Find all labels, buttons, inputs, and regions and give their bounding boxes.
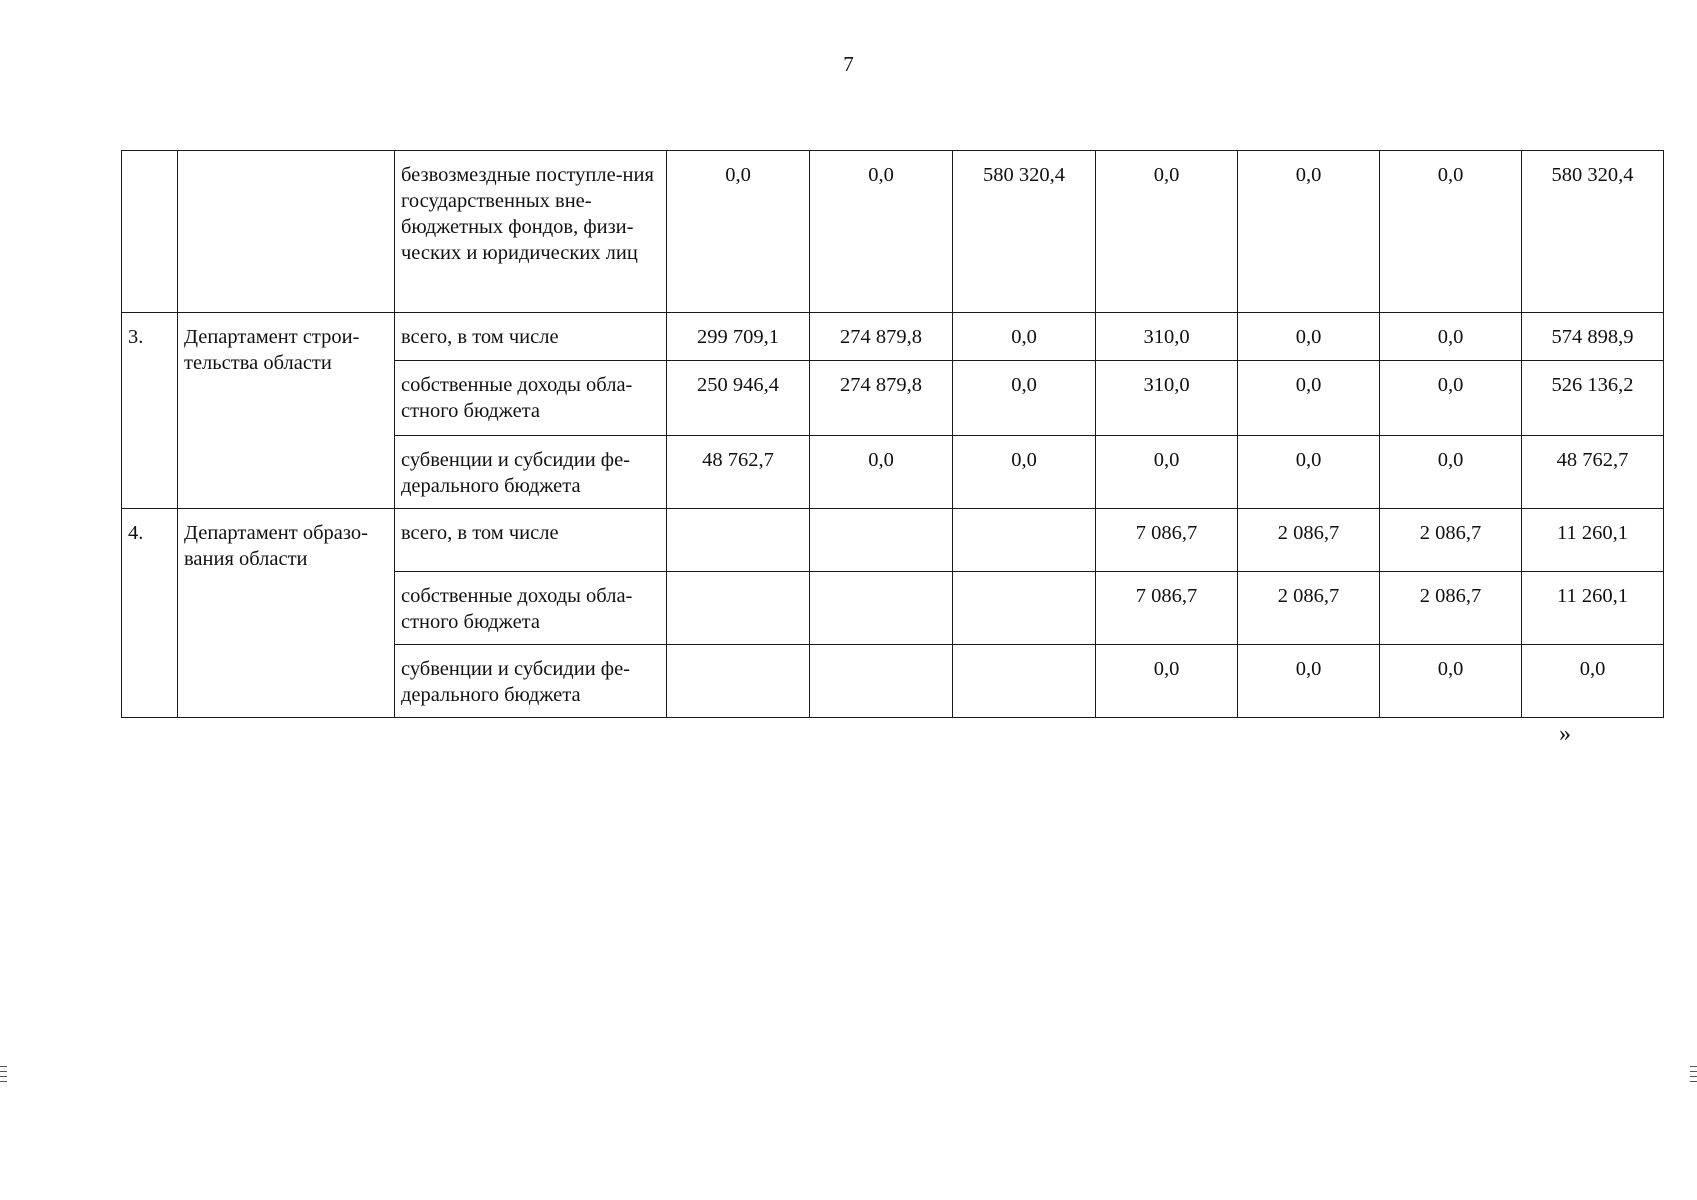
table-row: [122, 509, 1664, 572]
value-cell: 299 709,1: [667, 313, 810, 361]
value-cell: 0,0: [1096, 645, 1238, 718]
total-cell: 48 762,7: [1522, 436, 1664, 509]
value-cell: 310,0: [1096, 313, 1238, 361]
funding-source-cell: собственные доходы обла-стного бюджета: [395, 572, 667, 645]
value-cell: 0,0: [953, 313, 1096, 361]
budget-table: [121, 150, 1664, 718]
closing-quote: »: [1559, 721, 1571, 747]
value-cell: [810, 645, 953, 718]
value-cell: [667, 645, 810, 718]
funding-source-cell: субвенции и субсидии фе-дерального бюджета: [395, 436, 667, 509]
value-cell: 0,0: [810, 151, 953, 313]
value-cell: 0,0: [810, 436, 953, 509]
funding-source-cell: безвозмездные поступле-ния государственных вне-бюджетных фондов, физи-ческих и юридических лиц: [395, 151, 667, 313]
value-cell: [953, 509, 1096, 572]
value-cell: 2 086,7: [1380, 509, 1522, 572]
value-cell: 310,0: [1096, 361, 1238, 436]
row-number-cell: 3.: [122, 313, 178, 509]
value-cell: 7 086,7: [1096, 572, 1238, 645]
value-cell: 0,0: [1238, 313, 1380, 361]
scan-margin-marks-right: [1690, 1066, 1697, 1086]
funding-source-cell: субвенции и субсидии фе-дерального бюджета: [395, 645, 667, 718]
funding-source-cell: всего, в том числе: [395, 313, 667, 361]
value-cell: 250 946,4: [667, 361, 810, 436]
value-cell: 0,0: [1380, 436, 1522, 509]
value-cell: 0,0: [1238, 361, 1380, 436]
value-cell: 0,0: [953, 361, 1096, 436]
value-cell: [667, 572, 810, 645]
page-number: 7: [843, 52, 854, 76]
value-cell: 0,0: [1238, 645, 1380, 718]
value-cell: 0,0: [1238, 151, 1380, 313]
value-cell: 0,0: [1380, 645, 1522, 718]
value-cell: 48 762,7: [667, 436, 810, 509]
value-cell: 2 086,7: [1380, 572, 1522, 645]
value-cell: [953, 645, 1096, 718]
total-cell: 11 260,1: [1522, 572, 1664, 645]
department-cell: [178, 151, 395, 313]
total-cell: 574 898,9: [1522, 313, 1664, 361]
value-cell: 274 879,8: [810, 361, 953, 436]
value-cell: [810, 509, 953, 572]
value-cell: 0,0: [1380, 151, 1522, 313]
value-cell: 0,0: [1096, 151, 1238, 313]
value-cell: 274 879,8: [810, 313, 953, 361]
value-cell: 7 086,7: [1096, 509, 1238, 572]
row-number-cell: [122, 151, 178, 313]
value-cell: 2 086,7: [1238, 509, 1380, 572]
table-row: [122, 151, 1664, 313]
value-cell: 0,0: [953, 436, 1096, 509]
table-row: [122, 313, 1664, 361]
value-cell: 0,0: [1380, 361, 1522, 436]
total-cell: 11 260,1: [1522, 509, 1664, 572]
value-cell: [810, 572, 953, 645]
value-cell: 2 086,7: [1238, 572, 1380, 645]
value-cell: 0,0: [1096, 436, 1238, 509]
value-cell: [953, 572, 1096, 645]
total-cell: 0,0: [1522, 645, 1664, 718]
value-cell: 580 320,4: [953, 151, 1096, 313]
department-cell: Департамент образо-вания области: [178, 509, 395, 718]
value-cell: 0,0: [1380, 313, 1522, 361]
value-cell: 0,0: [1238, 436, 1380, 509]
total-cell: 526 136,2: [1522, 361, 1664, 436]
total-cell: 580 320,4: [1522, 151, 1664, 313]
row-number-cell: 4.: [122, 509, 178, 718]
department-cell: Департамент строи-тельства области: [178, 313, 395, 509]
value-cell: [667, 509, 810, 572]
scan-margin-marks-left: [0, 1066, 7, 1086]
value-cell: 0,0: [667, 151, 810, 313]
funding-source-cell: собственные доходы обла-стного бюджета: [395, 361, 667, 436]
funding-source-cell: всего, в том числе: [395, 509, 667, 572]
